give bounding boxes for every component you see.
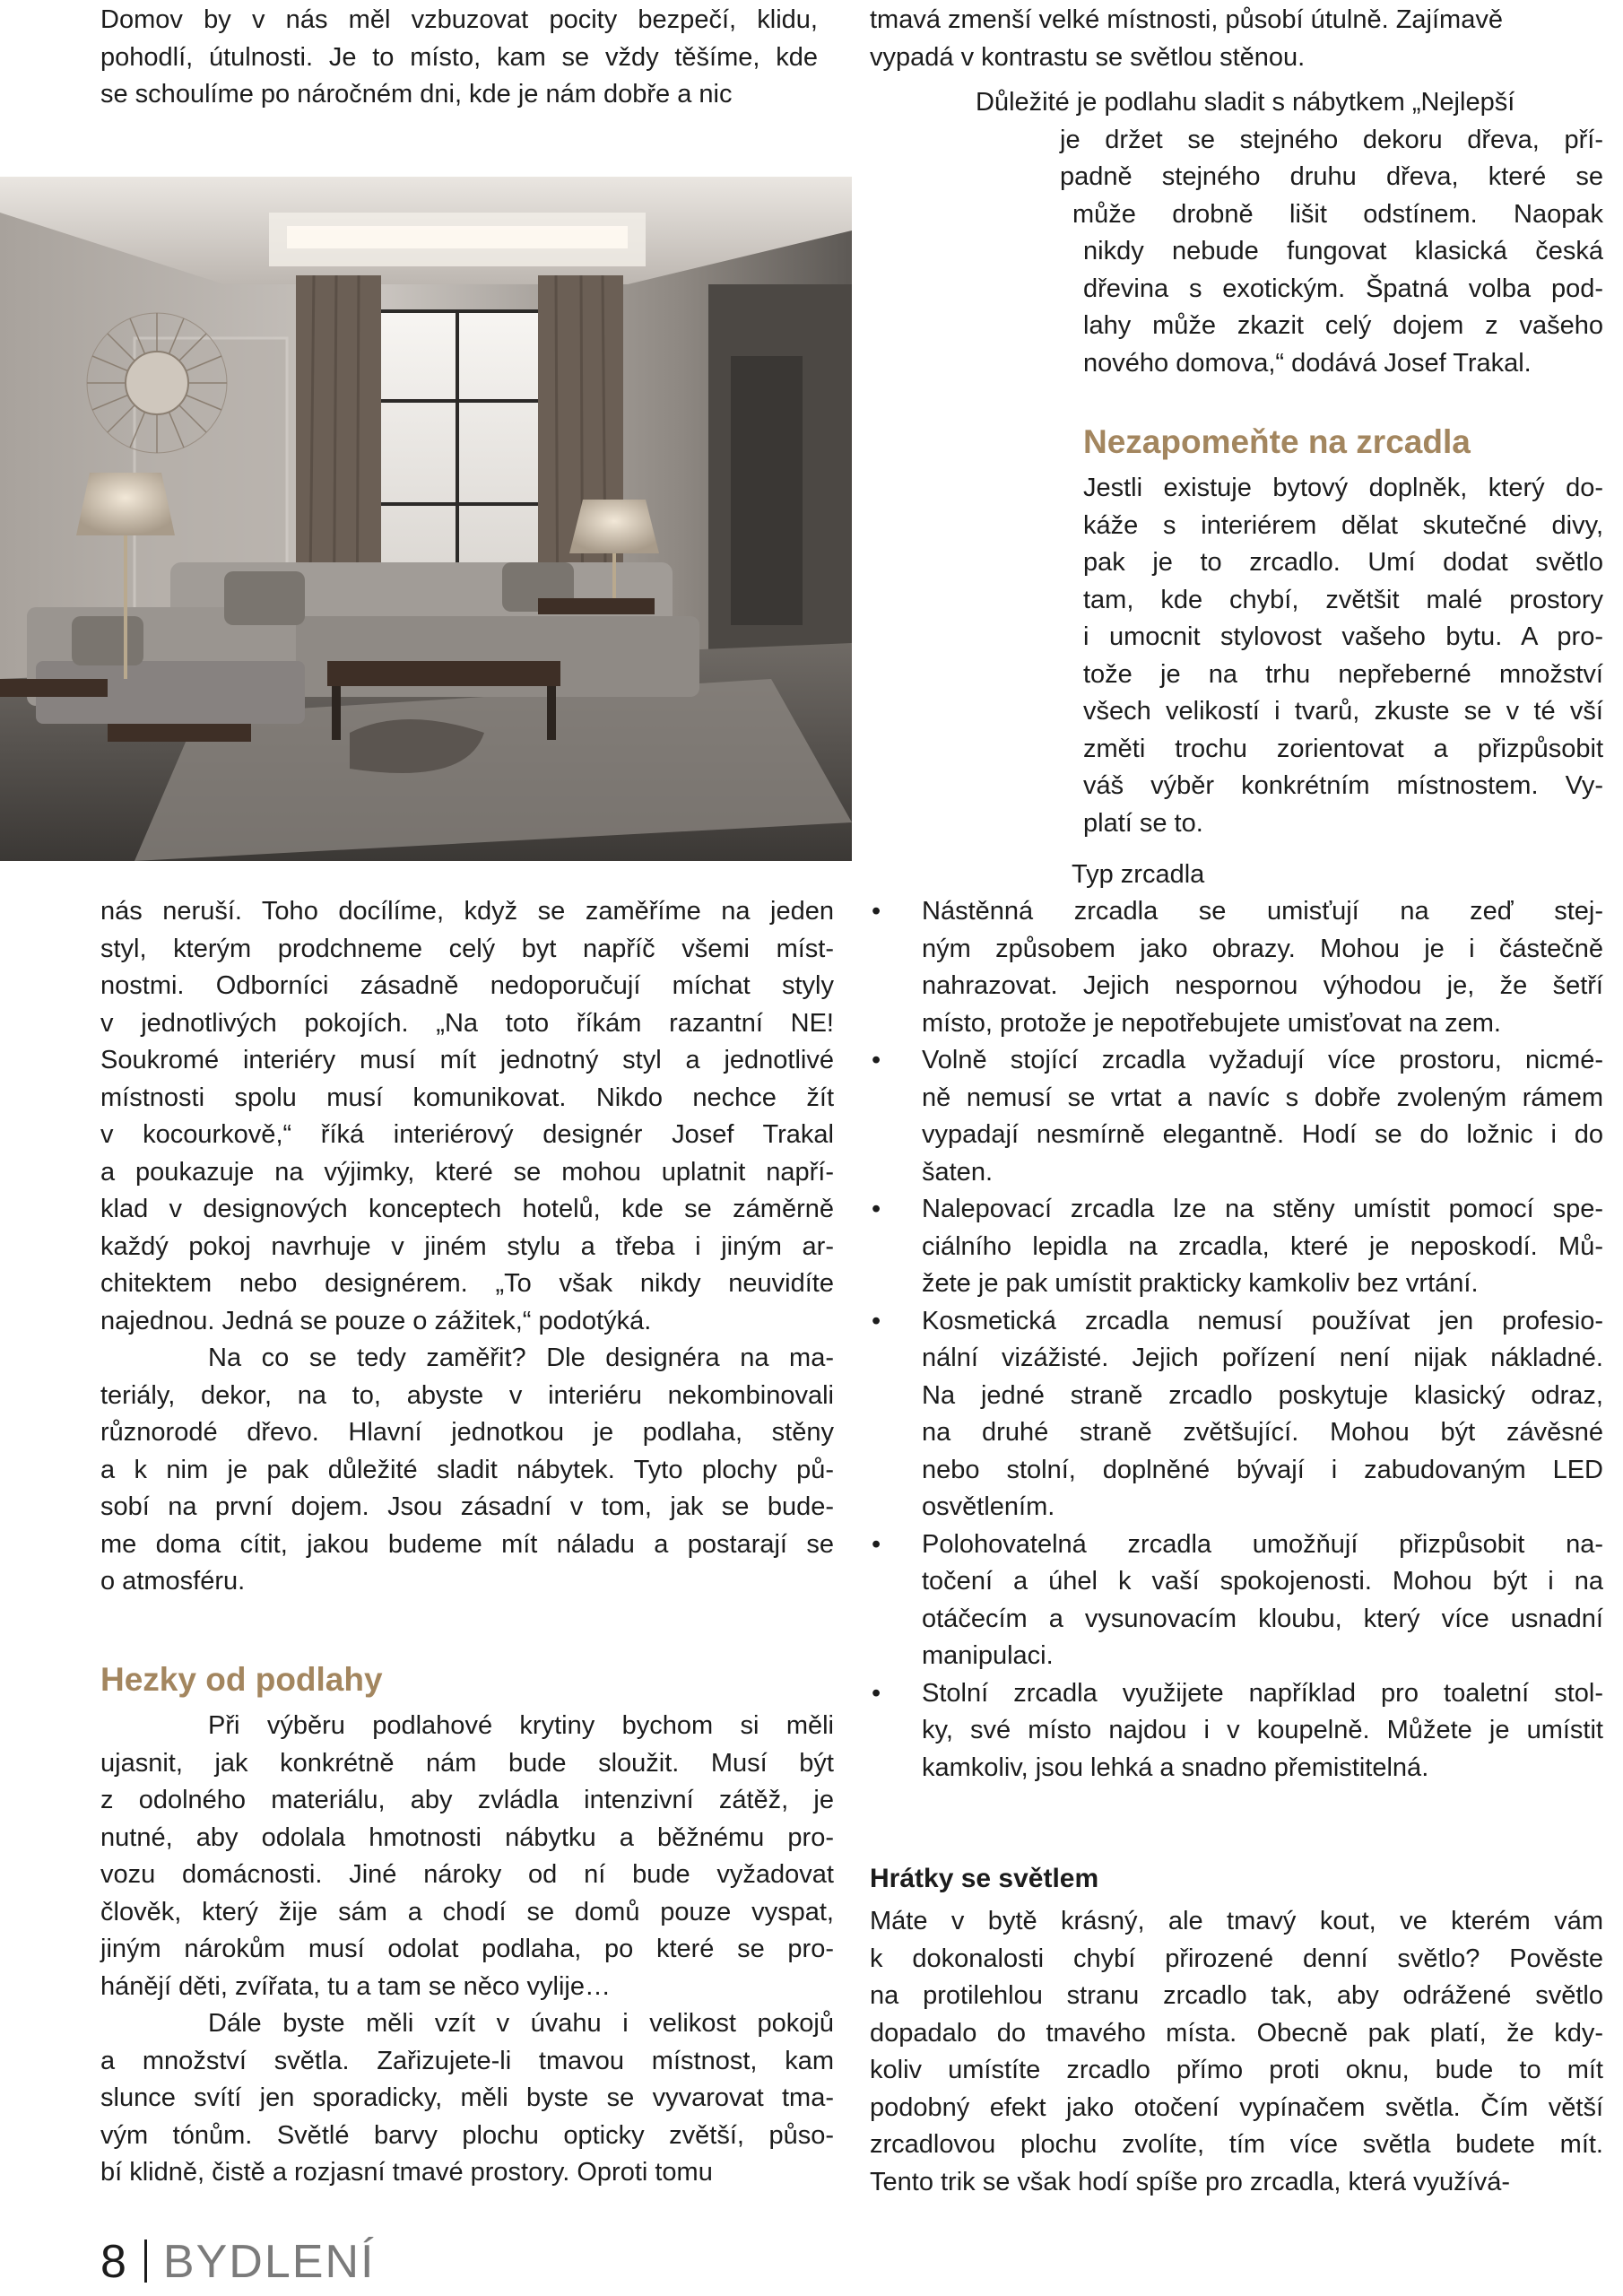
text-line: tmavá zmenší velké místnosti, působí útulně. Zajímavě <box>870 5 1503 34</box>
bullet-icon: • <box>872 1046 881 1074</box>
text-line: chitektem nebo designérem. „To však nikdy neuvidíte <box>100 1269 834 1298</box>
text-line: váš výběr konkrétním místnostem. Vy- <box>1083 771 1603 800</box>
text-line: nální vizážisté. Jejich pořízení není nijak nákladné. <box>922 1344 1603 1372</box>
text-line: tože je na trhu nepřeberné množství <box>1083 659 1603 689</box>
text-line: změti trochu zorientovat a přizpůsobit <box>1083 734 1603 763</box>
text-line: Kosmetická zrcadla nemusí používat jen profesio- <box>922 1306 1603 1335</box>
text-line: tam, kde chybí, zvětšit malé prostory <box>1083 585 1603 614</box>
mirror-type-item <box>872 1303 1603 1526</box>
text-line: osvětlením. <box>922 1492 1055 1521</box>
text-line: Polohovatelná zrcadla umožňují přizpůsobit na- <box>922 1529 1603 1559</box>
mirror-type-item <box>872 1675 1603 1787</box>
text-line: různorodé dřevo. Hlavní jednotkou je podlaha, stěny <box>100 1418 834 1447</box>
text-line: ky, své místo najdou i v koupelně. Můžete je umístit <box>922 1716 1603 1744</box>
mirror-type-list <box>872 893 1603 1787</box>
text-line: a poukazuje na výjimky, které se mohou uplatnit napří- <box>100 1157 834 1187</box>
text-line: každý pokoj navrhuje v jiném stylu a třeba i jiným ar- <box>100 1231 834 1261</box>
text-line: nostmi. Odborníci zásadně nedoporučují míchat styly <box>100 971 834 1000</box>
text-line: Soukromé interiéry musí mít jednotný styl a jednotlivé <box>100 1046 834 1074</box>
text-line: klad v designových konceptech hotelů, kde se záměrně <box>100 1195 834 1223</box>
continuation-paragraph <box>870 2 1524 76</box>
text-line: a množství světla. Zařizujete-li tmavou místnost, kam <box>100 2046 834 2075</box>
mirror-heading: Nezapomeňte na zrcadla <box>1083 423 1471 460</box>
text-line: na protilehlou stranu zrcadlo tak, aby odrážené světlo <box>870 1981 1603 2010</box>
mirror-type-item <box>872 1526 1603 1675</box>
text-line: Na jedné straně zrcadlo poskytuje klasický odraz, <box>922 1380 1603 1410</box>
floor-quote-line: lahy může zkazit celý dojem z vašeho <box>1083 311 1603 340</box>
text-line: Volně stojící zrcadla vyžadují více prostoru, nicmé- <box>922 1046 1603 1074</box>
text-line: me doma cítit, jakou budeme mít náladu a postarají se <box>100 1529 834 1559</box>
footer-divider <box>144 2239 147 2283</box>
floor-quote-text: padně stejného druhu dřeva, které se <box>1060 162 1603 191</box>
bullet-icon: • <box>872 1529 881 1559</box>
text-line: na druhé straně zvětšující. Mohou být závěsné <box>922 1418 1603 1447</box>
text-line: bí klidně, čistě a rozjasní tmavé prostory. Oproti tomu <box>100 2158 713 2187</box>
text-line: manipulaci. <box>922 1641 1054 1670</box>
text-line: Nástěnná zrcadla se umisťují na zeď stej- <box>922 897 1603 926</box>
text-line: vypadají nesmírně elegantně. Hodí se do ložnic i do <box>922 1120 1603 1149</box>
text-line: Nalepovací zrcadla lze na stěny umístit pomocí spe- <box>922 1195 1603 1223</box>
text-line: Máte v bytě krásný, ale tmavý kout, ve kterém vám <box>870 1907 1603 1935</box>
text-line: jiným nárokům musí odolat podlaha, po které se pro- <box>100 1935 834 1963</box>
section-name: BYDLENÍ <box>162 2236 376 2288</box>
text-line: dopadalo do tmavého místa. Obecně pak platí, že kdy- <box>870 2018 1603 2048</box>
mirror-type-label: Typ zrcadla <box>1072 860 1205 889</box>
text-line: v kocourkově,“ říká interiérový designér Josef Trakal <box>100 1120 834 1149</box>
bullet-icon: • <box>872 1306 881 1335</box>
text-line: nutné, aby odolala hmotnosti nábytku a běžnému pro- <box>100 1822 834 1852</box>
mirror-type-item <box>872 1042 1603 1191</box>
text-line: najednou. Jedná se pouze o zážitek,“ podotýká. <box>100 1306 652 1335</box>
text-line: ně nemusí se vrtat a navíc s dobře zvoleným rámem <box>922 1083 1603 1112</box>
text-line: ným způsobem jako obrazy. Mohou je i částečně <box>922 934 1603 963</box>
text-line: zrcadlovou plochu zvolíte, tím více světla budete mít. <box>870 2130 1603 2159</box>
text-line: z odolného materiálu, aby zvládla intenzivní zátěž, je <box>100 1786 834 1814</box>
light-paragraph <box>870 1903 1603 2201</box>
text-line: místo, protože je nepotřebujete umisťovat na zem. <box>922 1008 1501 1038</box>
text-line: vozu domácnosti. Jiné nároky od ní bude vyžadovat <box>100 1860 834 1889</box>
size-paragraph <box>100 2005 834 2192</box>
text-line: nebo stolní, doplněné bývají i zabudovaným LED <box>922 1455 1603 1484</box>
focus-paragraph <box>100 1340 834 1601</box>
text-line: šaten. <box>922 1157 993 1187</box>
bullet-icon: • <box>872 1195 881 1223</box>
text-line: k dokonalosti chybí přirozené denní světlo? Pověste <box>870 1944 1603 1973</box>
text-line: káže s interiérem dělat skutečné divy, <box>1083 510 1603 540</box>
floor-quote-line <box>1060 159 1603 196</box>
text-line: Při výběru podlahové krytiny bychom si měli <box>208 1711 834 1740</box>
text-line: točení a úhel k vaší spokojenosti. Mohou být i na <box>922 1567 1603 1596</box>
text-line: nahrazovat. Jejich nespornou výhodou je, že šetří <box>922 971 1603 1000</box>
text-line: a k nim je pak důležité sladit nábytek. Tyto plochy pů- <box>100 1455 834 1484</box>
page-number: 8 <box>100 2236 128 2288</box>
text-line: Domov by v nás měl vzbuzovat pocity bezpečí, klidu, <box>100 5 818 34</box>
text-line: se schoulíme po náročném dni, kde je nám dobře a nic <box>100 80 733 109</box>
text-line: i umocnit stylovost vašeho bytu. A pro- <box>1083 622 1603 651</box>
light-heading: Hrátky se světlem <box>870 1864 1099 1893</box>
floor-quote-line: nikdy nebude fungovat klasická česká <box>1083 237 1603 265</box>
text-line: otáčecím a vysunovacím kloubu, který více usnadní <box>922 1604 1603 1633</box>
text-line: podobný efekt jako otočení vypínačem světla. Čím větší <box>870 2092 1603 2122</box>
text-line: Stolní zrcadla využijete například pro toaletní stol- <box>922 1678 1603 1708</box>
text-line: Tento trik se však hodí spíše pro zrcadla, která využívá- <box>870 2167 1511 2196</box>
floor-quote-line: nového domova,“ dodává Josef Trakal. <box>1083 349 1532 378</box>
text-line: Jestli existuje bytový doplněk, který do- <box>1083 474 1603 502</box>
floor-quote-line: může drobně lišit odstínem. Naopak <box>1072 200 1603 229</box>
bullet-icon: • <box>872 897 881 926</box>
mirror-intro-paragraph <box>1083 470 1603 842</box>
living-room-photo <box>0 177 852 861</box>
floor-heading: Hezky od podlahy <box>100 1661 383 1698</box>
text-line: všech velikostí i tvarů, zkuste se v té vší <box>1083 697 1603 726</box>
text-line: Dále byste měli vzít v úvahu i velikost pokojů <box>208 2009 834 2038</box>
page-footer <box>100 2235 375 2289</box>
floor-paragraph <box>100 1708 834 2005</box>
text-line: pak je to zrcadlo. Umí dodat světlo <box>1083 548 1603 577</box>
text-line: slunce svítí jen sporadicky, měli byste se vyvarovat tma- <box>100 2083 834 2112</box>
floor-quote-line: je držet se stejného dekoru dřeva, pří- <box>1060 126 1603 154</box>
intro-paragraph <box>100 2 818 114</box>
text-line: ujasnit, jak konkrétně nám bude sloužit. Musí být <box>100 1748 834 1778</box>
floor-quote-line: Důležité je podlahu sladit s nábytkem „Nejlepší <box>976 88 1515 117</box>
mirror-type-item <box>872 1191 1603 1303</box>
text-line: vým tónům. Světlé barvy plochu opticky zvětší, půso- <box>100 2120 834 2150</box>
text-line: nás neruší. Toho docílíme, když se zaměříme na jeden <box>100 897 834 926</box>
bullet-icon: • <box>872 1678 881 1708</box>
text-line: styl, kterým prodchneme celý byt napříč všemi míst- <box>100 934 834 963</box>
text-line: koliv umístíte zrcadlo přímo proti oknu, bude to mít <box>870 2056 1603 2084</box>
text-line: kamkoliv, jsou lehká a snadno přemistitelná. <box>922 1752 1429 1782</box>
text-line: Na co se tedy zaměřit? Dle designéra na ma- <box>208 1344 834 1372</box>
text-line: teriály, dekor, na to, abyste v interiéru nekombinovali <box>100 1380 834 1410</box>
text-line: v jednotlivých pokojích. „Na toto říkám razantní NE! <box>100 1008 834 1038</box>
text-line: místnosti spolu musí komunikovat. Nikdo nechce žít <box>100 1083 834 1112</box>
text-line: platí se to. <box>1083 808 1203 838</box>
text-line: ciálního lepidla na zrcadla, které je neposkodí. Mů- <box>922 1231 1603 1261</box>
text-line: o atmosféru. <box>100 1567 246 1596</box>
text-line: člověk, který žije sám a chodí se domů pouze vyspat, <box>100 1897 834 1926</box>
text-line: žete je pak umístit prakticky kamkoliv bez vrtání. <box>922 1269 1479 1298</box>
text-line: sobí na první dojem. Jsou zásadní v tom, jak se bude- <box>100 1492 834 1521</box>
floor-quote-line: dřevina s exotickým. Špatná volba pod- <box>1083 274 1603 303</box>
mirror-type-item <box>872 893 1603 1042</box>
style-paragraph <box>100 893 834 1340</box>
text-line: hánějí děti, zvířata, tu a tam se něco vylije… <box>100 1971 611 2001</box>
text-line: vypadá v kontrastu se světlou stěnou. <box>870 42 1306 72</box>
text-line: pohodlí, útulnosti. Je to místo, kam se vždy těšíme, kde <box>100 42 818 72</box>
